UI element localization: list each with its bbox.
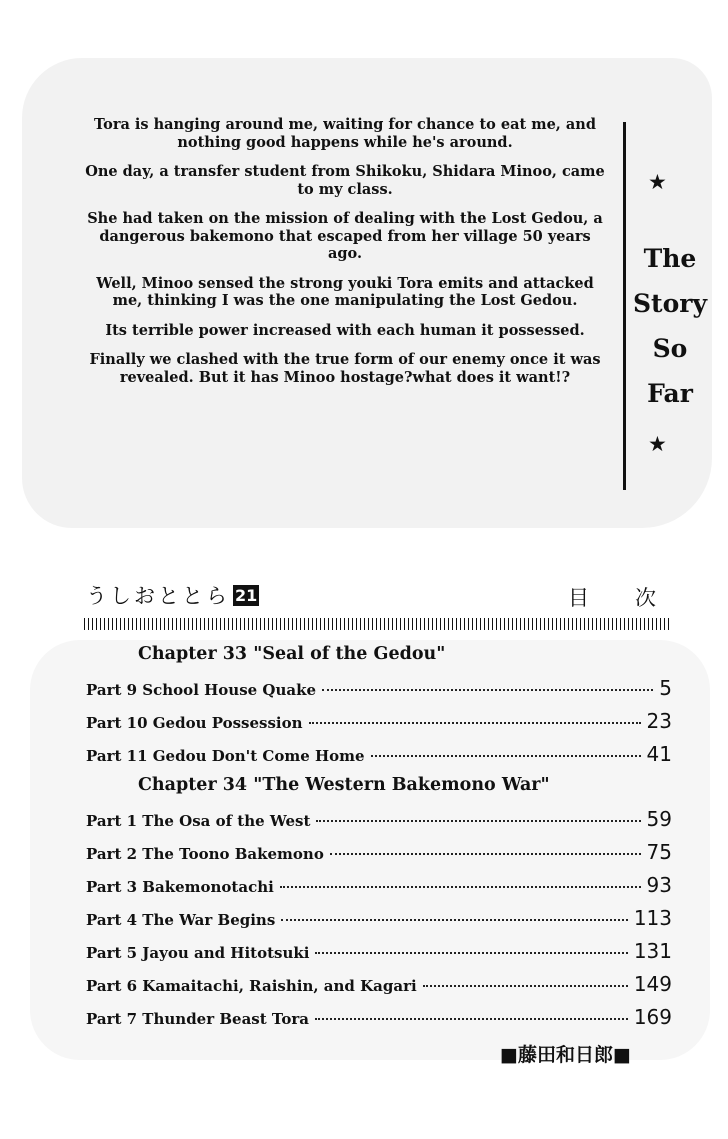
- ruler-divider: [84, 618, 670, 630]
- series-title-text: うしおととら: [86, 584, 230, 608]
- author-name: ■藤田和日郎■: [500, 1044, 631, 1066]
- series-title: [86, 580, 259, 610]
- part-title: Part 7 Thunder Beast Tora: [86, 1010, 309, 1028]
- toc-entry: [86, 1005, 672, 1027]
- part-title: Part 4 The War Begins: [86, 911, 276, 929]
- story-paragraph: She had taken on the mission of dealing with the Lost Gedou, a dangerous bakemono that escaped from her village 50 years ago.: [87, 210, 603, 262]
- page-number: 149: [633, 972, 672, 996]
- page-number: 93: [646, 873, 672, 897]
- heading-line: Story: [633, 289, 707, 318]
- toc-entry: [86, 742, 672, 764]
- page-number: 5: [659, 676, 672, 700]
- chapter-title: Chapter 34 "The Western Bakemono War": [138, 775, 550, 795]
- heading-line: Far: [647, 379, 693, 408]
- part-title: Part 3 Bakemonotachi: [86, 878, 274, 896]
- part-title: Part 11 Gedou Don't Come Home: [86, 747, 365, 765]
- leader-dots: [309, 722, 641, 724]
- part-title: Part 9 School House Quake: [86, 681, 317, 699]
- page-number: 23: [646, 709, 672, 733]
- leader-dots: [371, 755, 641, 757]
- heading-line: The: [643, 244, 697, 273]
- toc-entry: [86, 840, 672, 862]
- star-icon: ★: [648, 170, 667, 194]
- toc-entry: [86, 807, 672, 829]
- page-number: 41: [646, 742, 672, 766]
- chapter-title: Chapter 33 "Seal of the Gedou": [138, 644, 446, 664]
- heading-line: So: [652, 334, 688, 363]
- leader-dots: [316, 820, 640, 822]
- story-so-far-text: [80, 116, 610, 398]
- story-paragraph: Finally we clashed with the true form of our enemy once it was revealed. But it has Minoo hostage?what does it want!?: [89, 351, 601, 386]
- story-paragraph: Its terrible power increased with each human it possessed.: [105, 321, 585, 339]
- leader-dots: [330, 853, 641, 855]
- story-paragraph: Tora is hanging around me, waiting for chance to eat me, and nothing good happens while he's around.: [94, 116, 596, 151]
- divider-line: [623, 122, 626, 490]
- leader-dots: [315, 1018, 628, 1020]
- contents-label: 目次: [568, 586, 702, 610]
- part-title: Part 2 The Toono Bakemono: [86, 845, 324, 863]
- leader-dots: [322, 689, 653, 691]
- star-icon: ★: [648, 432, 667, 456]
- toc-entry: [86, 676, 672, 698]
- part-title: Part 6 Kamaitachi, Raishin, and Kagari: [86, 977, 417, 995]
- page-number: 169: [633, 1005, 672, 1029]
- part-title: Part 5 Jayou and Hitotsuki: [86, 944, 310, 962]
- leader-dots: [281, 919, 628, 921]
- toc-entry: [86, 972, 672, 994]
- leader-dots: [280, 886, 641, 888]
- part-title: Part 10 Gedou Possession: [86, 714, 303, 732]
- volume-badge: 21: [235, 586, 258, 605]
- toc-entry: [86, 709, 672, 731]
- page-number: 131: [633, 939, 672, 963]
- toc-entry: [86, 873, 672, 895]
- leader-dots: [315, 952, 627, 954]
- story-so-far-heading: [628, 236, 712, 416]
- story-paragraph: One day, a transfer student from Shikoku, Shidara Minoo, came to my class.: [85, 163, 605, 198]
- toc-entry: [86, 939, 672, 961]
- page-number: 75: [646, 840, 672, 864]
- part-title: Part 1 The Osa of the West: [86, 812, 311, 830]
- story-paragraph: Well, Minoo sensed the strong youki Tora emits and attacked me, thinking I was the one manipulating the Lost Gedou.: [96, 274, 594, 309]
- leader-dots: [423, 985, 628, 987]
- toc-entry: [86, 906, 672, 928]
- page-number: 113: [633, 906, 672, 930]
- page-number: 59: [646, 807, 672, 831]
